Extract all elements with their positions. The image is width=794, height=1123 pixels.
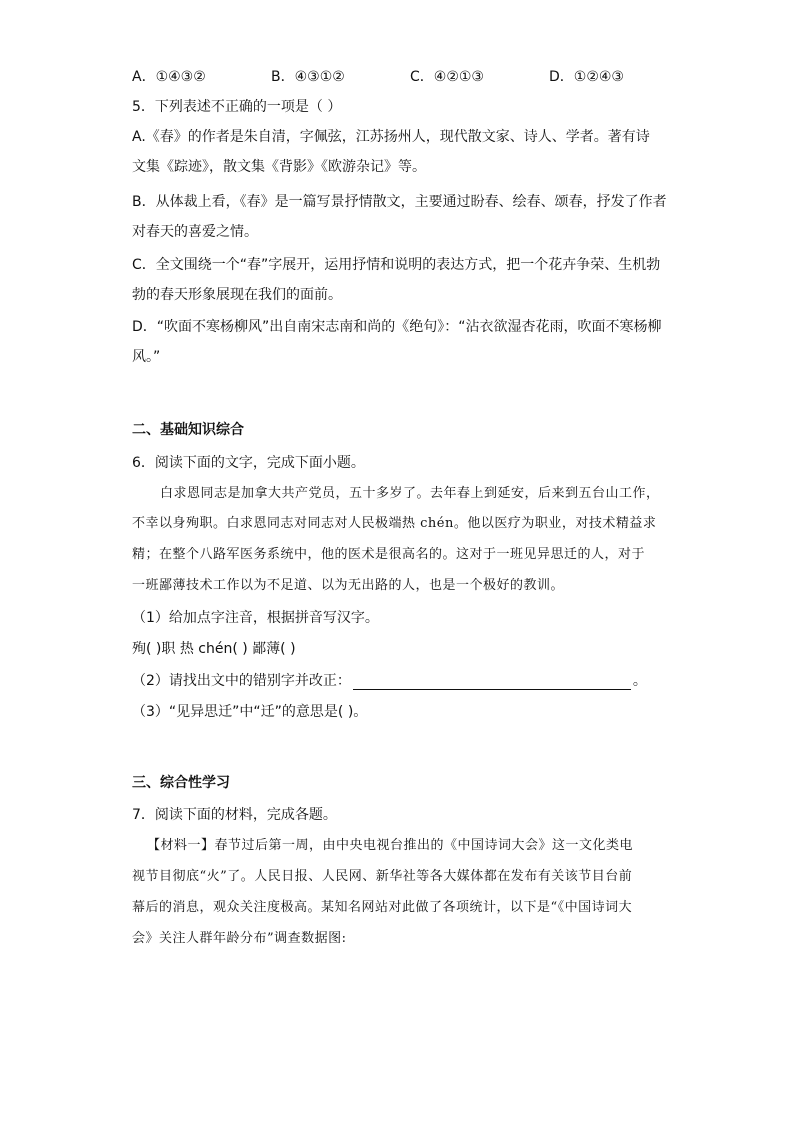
q4-option-c: C．④②①③ [410, 69, 484, 85]
q5-option-d-line2: 风。” [132, 349, 161, 365]
q6-passage-line2: 不幸以身殉职。白求恩同志对同志对人民极端热 chén。他以医疗为职业，对技术精益求 [132, 516, 657, 531]
q5-option-b-line2: 对春天的喜爱之情。 [132, 224, 258, 240]
q4-option-d: D．①②④③ [549, 69, 624, 85]
section3-title: 三、综合性学习 [132, 775, 230, 791]
q5-stem: 5．下列表述不正确的一项是（ ） [132, 99, 342, 115]
q4-option-b: B．④③①② [271, 69, 345, 85]
q6-passage-line1: 白求恩同志是加拿大共产党员，五十多岁了。去年春上到延安，后来到五台山工作， [160, 486, 660, 501]
q6-sub2-period: 。 [632, 673, 647, 689]
q7-material-line3: 幕后的消息，观众关注度极高。某知名网站对此做了各项统计，以下是“《中国诗词大 [132, 900, 633, 915]
q5-option-a-line2: 文集《踪迹》，散文集《背影》《欧游杂记》等。 [132, 159, 426, 175]
q5-option-a-line1: A.《春》的作者是朱自清，字佩弦，江苏扬州人，现代散文家、诗人、学者。著有诗 [132, 129, 650, 145]
q6-stem: 6．阅读下面的文字，完成下面小题。 [132, 455, 365, 471]
q6-sub3: （3）“见异思迁”中“迁”的意思是( )。 [132, 704, 368, 720]
q7-material-line2: 视节目彻底“火”了。人民日报、人民网、新华社等各大媒体都在发布有关该节目台前 [132, 869, 633, 884]
q6-sub2 [132, 672, 647, 690]
q7-stem: 7．阅读下面的材料，完成各题。 [132, 807, 337, 823]
q6-sub1-fill: 殉( )职 热 chén( ) 鄙薄( ) [132, 641, 296, 657]
q7-material-line4: 会》关注人群年龄分布”调查数据图: [132, 931, 347, 946]
q7-material-line1: 【材料一】春节过后第一周，由中央电视台推出的《中国诗词大会》这一文化类电 [147, 838, 634, 853]
q4-option-a: A．①④③② [132, 69, 206, 85]
q6-sub2-prompt: （2）请找出文中的错别字并改正： [132, 673, 351, 689]
section2-title: 二、基础知识综合 [132, 422, 244, 438]
q6-passage-line4: 一班鄙薄技术工作以为不足道、以为无出路的人，也是一个极好的教训。 [132, 578, 565, 593]
q5-option-d-line1: D．“吹面不寒杨柳风”出自南宋志南和尚的《绝句》：“沾衣欲湿杏花雨，吹面不寒杨柳 [132, 319, 662, 335]
q6-sub1: （1）给加点字注音，根据拼音写汉字。 [132, 610, 379, 626]
q5-option-b-line1: B．从体裁上看，《春》是一篇写景抒情散文，主要通过盼春、绘春、颂春，抒发了作者 [132, 194, 667, 210]
q5-option-c-line1: C．全文围绕一个“春”字展开，运用抒情和说明的表达方式，把一个花卉争荣、生机勃 [132, 257, 661, 273]
q6-passage-line3: 精；在整个八路军医务系统中，他的医术是很高名的。这对于一班见异思迁的人，对于 [132, 547, 646, 562]
q6-sub2-answer-blank[interactable] [353, 675, 631, 690]
q5-option-c-line2: 勃的春天形象展现在我们的面前。 [132, 287, 342, 303]
